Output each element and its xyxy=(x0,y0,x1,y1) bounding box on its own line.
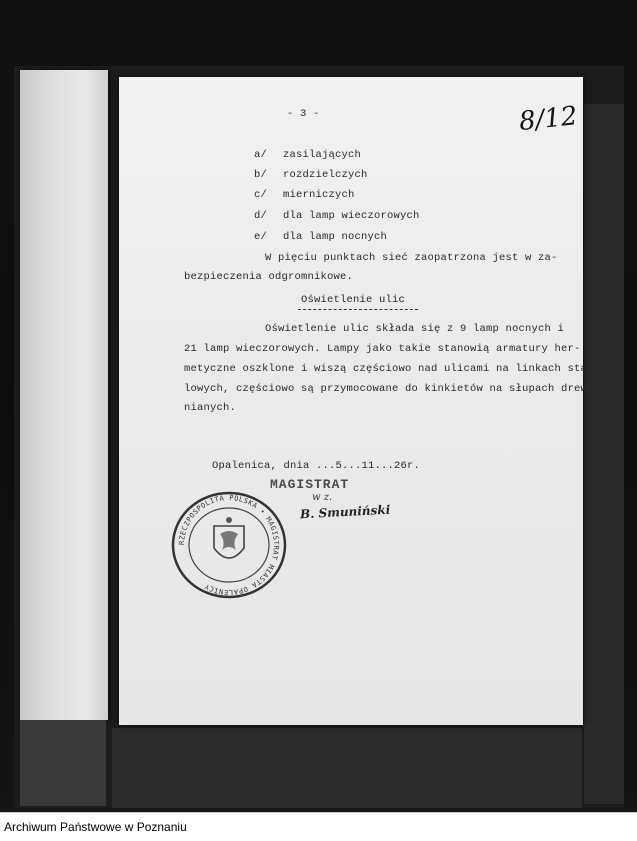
list-marker: e/ xyxy=(254,231,268,243)
paragraph-line: nianych. xyxy=(184,402,237,414)
list-marker: a/ xyxy=(254,149,268,161)
page-edge-right xyxy=(584,104,624,804)
paragraph-line: W pięciu punktach sieć zaopatrzona jest w za- xyxy=(265,252,558,264)
folio-number: 8/12 xyxy=(517,101,579,138)
paragraph-line: lowych, częściowo są przymocowane do kinkietów na słupach drew- xyxy=(184,383,594,395)
paragraph-line: Oświetlenie ulic składa się z 9 lamp nocnych i xyxy=(265,323,565,335)
footer-bar xyxy=(0,812,637,841)
list-item: dla lamp wieczorowych xyxy=(283,210,420,222)
previous-page-edge xyxy=(20,70,108,720)
seal-text: RZECZPOSPOLITA POLSKA • MAGISTRAT MIASTA OPALENICY xyxy=(177,493,281,597)
list-marker: b/ xyxy=(254,169,268,181)
list-item: zasilających xyxy=(283,149,362,161)
page-number: - 3 - xyxy=(287,108,320,120)
list-marker: d/ xyxy=(254,210,268,222)
list-item: dla lamp nocnych xyxy=(283,231,388,243)
official-seal xyxy=(170,490,288,600)
signature: B. Smuniński xyxy=(299,502,391,522)
paragraph-line: 21 lamp wieczorowych. Lampy jako takie stanowią armatury her- xyxy=(184,343,581,355)
signature-note: w z. xyxy=(312,492,333,503)
scan-bottom-band xyxy=(112,728,582,808)
archive-label: Archiwum Państwowe w Poznaniu xyxy=(4,820,187,834)
section-heading: Oświetlenie ulic xyxy=(301,294,406,306)
list-item: mierniczych xyxy=(283,189,355,201)
dateline: Opalenica, dnia ...5...11...26r. xyxy=(212,460,421,472)
list-item: rozdzielczych xyxy=(283,169,368,181)
paragraph-line: bezpieczenia odgromnikowe. xyxy=(184,271,354,283)
heading-underline xyxy=(298,309,418,310)
magistrat-stamp: MAGISTRAT xyxy=(270,477,350,492)
list-marker: c/ xyxy=(254,189,268,201)
paragraph-line: metyczne oszklone i wiszą częściowo nad ulicami na linkach sta- xyxy=(184,363,594,375)
previous-page-shadow xyxy=(20,720,106,806)
